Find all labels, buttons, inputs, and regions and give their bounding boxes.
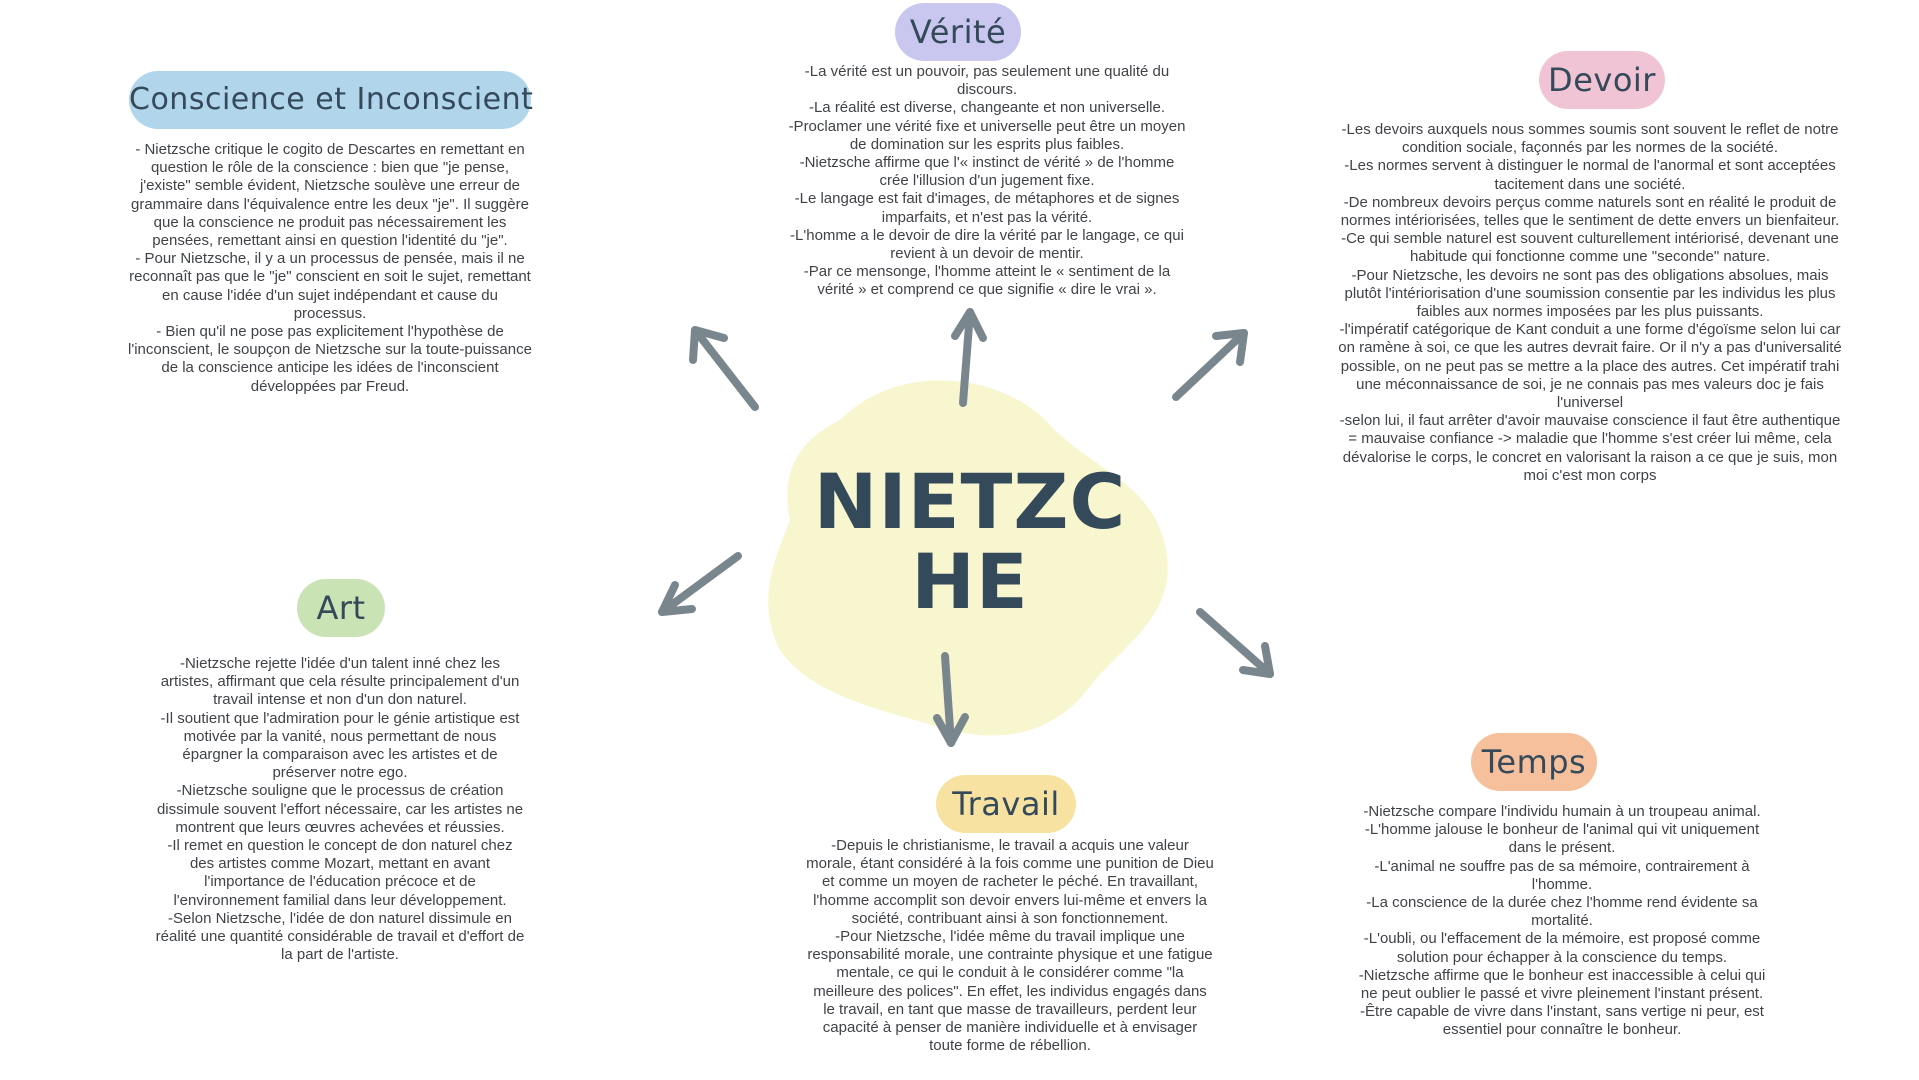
- text-line: responsabilité morale, une contrainte physique et une fatigue: [807, 946, 1213, 964]
- text-line: artistes, affirmant que cela résulte principalement d'un: [160, 673, 520, 691]
- arrow-to-conscience: [693, 330, 755, 407]
- text-line: montrent que leurs œuvres achevées et réussies.: [175, 818, 505, 836]
- text-line: -La vérité est un pouvoir, pas seulement une qualité du: [804, 63, 1170, 80]
- text-line: = mauvaise confiance -> maladie que l'homme s'est créer lui même, cela: [1348, 430, 1832, 448]
- text-line: toute forme de rébellion.: [929, 1037, 1091, 1055]
- title-art: Art: [316, 589, 366, 627]
- text-line: -La réalité est diverse, changeante et non universelle.: [808, 99, 1166, 117]
- text-line: l'inconscient, le soupçon de Nietzsche sur la toute-puissance: [128, 341, 532, 359]
- text-temps: [1332, 803, 1792, 1040]
- title-verite: Vérité: [909, 13, 1007, 51]
- text-line: question le rôle de la conscience : bien que "je pense,: [150, 159, 510, 177]
- text-line: une méconnaissance de soi, je ne connais pas mes valeurs doc je fais: [1356, 375, 1824, 393]
- pill-temps: [1471, 733, 1597, 791]
- text-line: -Pour Nietzsche, l'idée même du travail implique une: [835, 928, 1185, 946]
- text-line: développées par Freud.: [250, 377, 410, 395]
- text-line: morale, étant considéré à la fois comme une punition de Dieu: [806, 855, 1214, 873]
- text-line: l'universel: [1556, 394, 1624, 412]
- text-line: l'importance de l'éducation précoce et de: [204, 873, 476, 891]
- arrow-to-devoir: [1176, 333, 1244, 397]
- text-line: -Nietzsche compare l'individu humain à un troupeau animal.: [1363, 803, 1761, 820]
- text-line: -L'homme jalouse le bonheur de l'animal qui vit uniquement: [1364, 821, 1760, 839]
- text-line: plutôt l'intériorisation d'une soumission consentie par les individus les plus: [1344, 284, 1836, 302]
- pill-conscience: [129, 71, 534, 129]
- text-line: -Nietzsche rejette l'idée d'un talent inné chez les: [179, 655, 501, 672]
- title-devoir: Devoir: [1548, 61, 1656, 99]
- arrow-to-temps: [1200, 612, 1270, 674]
- text-conscience: [100, 141, 560, 396]
- title-temps: Temps: [1481, 743, 1587, 781]
- text-line: crée l'illusion d'un jugement fixe.: [879, 172, 1095, 190]
- text-line: ne peut oublier le passé et vivre pleinement l'instant présent.: [1360, 985, 1764, 1003]
- text-line: meilleure des polices". En effet, les individus engagés dans: [813, 982, 1207, 1000]
- pill-art: [297, 579, 385, 637]
- pill-devoir: [1539, 51, 1665, 109]
- text-line: capacité à penser de manière individuelle et à envisager: [822, 1019, 1198, 1037]
- text-line: -selon lui, il faut arrêter d'avoir mauvaise conscience il faut être authentique: [1339, 412, 1841, 430]
- text-line: tacitement dans une société.: [1494, 175, 1686, 193]
- title-conscience: Conscience et Inconscient: [129, 82, 534, 117]
- text-line: l'homme accomplit son devoir envers lui-même et envers la: [813, 891, 1207, 909]
- text-devoir: [1300, 121, 1880, 485]
- text-line: -Pour Nietzsche, les devoirs ne sont pas des obligations absolues, mais: [1351, 266, 1829, 284]
- text-travail: [780, 837, 1240, 1055]
- text-verite: [752, 63, 1222, 300]
- text-line: -l'impératif catégorique de Kant conduit a une forme d'égoïsme selon lui car: [1339, 321, 1841, 339]
- text-line: - Bien qu'il ne pose pas explicitement l'hypothèse de: [156, 323, 504, 341]
- text-line: moi c'est mon corps: [1523, 466, 1657, 484]
- center-title-line1: NIETZC: [813, 457, 1127, 546]
- text-line: -Les normes servent à distinguer le normal de l'anormal et sont acceptées: [1344, 157, 1836, 175]
- text-line: que la conscience ne produit pas nécessairement les: [153, 213, 507, 231]
- text-line: de domination sur les esprits plus faibles.: [849, 135, 1125, 153]
- text-line: le travail, en tant que masse de travailleurs, perdent leur: [823, 1000, 1197, 1018]
- text-line: grammaire dans l'équivalence entre les deux "je". Il suggère: [131, 195, 529, 213]
- text-line: vérité » et comprend ce que signifie « dire le vrai ».: [817, 281, 1157, 299]
- text-line: épargner la comparaison avec les artistes et de: [182, 746, 498, 764]
- text-art: [110, 655, 570, 964]
- text-line: -Ce qui semble naturel est souvent culturellement intériorisé, devenant une: [1341, 230, 1839, 248]
- text-line: imparfaits, et n'est pas la vérité.: [881, 208, 1093, 226]
- text-line: -Depuis le christianisme, le travail a acquis une valeur: [831, 837, 1189, 854]
- text-line: discours.: [956, 81, 1018, 99]
- text-line: mortalité.: [1531, 912, 1593, 930]
- title-travail: Travail: [952, 785, 1060, 823]
- text-line: -La conscience de la durée chez l'homme rend évidente sa: [1366, 894, 1758, 912]
- text-line: -L'oubli, ou l'effacement de la mémoire, est proposé comme: [1363, 930, 1761, 948]
- text-line: essentiel pour connaître le bonheur.: [1442, 1021, 1682, 1039]
- text-line: -Nietzsche souligne que le processus de création: [176, 782, 504, 800]
- text-line: pensées, remettant ainsi en question l'identité du "je".: [152, 232, 508, 250]
- text-line: -Selon Nietzsche, l'idée de don naturel dissimule en: [168, 909, 512, 927]
- text-line: condition sociale, façonnés par les normes de la société.: [1401, 139, 1779, 157]
- text-line: -L'animal ne souffre pas de sa mémoire, contrairement à: [1374, 857, 1750, 875]
- text-line: l'environnement familial dans leur développement.: [173, 891, 507, 909]
- text-line: -Il remet en question le concept de don naturel chez: [167, 837, 513, 855]
- text-line: solution pour échapper à la conscience du temps.: [1396, 948, 1728, 966]
- text-line: normes intériorisées, telles que le sentiment de dette envers un bienfaiteur.: [1340, 212, 1840, 230]
- text-line: -Le langage est fait d'images, de métaphores et de signes: [794, 190, 1180, 208]
- text-line: l'homme.: [1531, 875, 1593, 893]
- text-line: motivée par la vanité, nous permettant de nous: [183, 727, 497, 745]
- arrow-to-art: [662, 556, 738, 612]
- text-line: -L'homme a le devoir de dire la vérité par le langage, ce qui: [790, 226, 1184, 244]
- text-line: -De nombreux devoirs perçus comme naturels sont en réalité le produit de: [1343, 193, 1837, 211]
- text-line: possible, on ne peut pas se mettre a la place des autres. Cet impératif trahi: [1340, 357, 1840, 375]
- text-line: travail intense et non d'un don naturel.: [213, 691, 467, 709]
- text-line: réalité une quantité considérable de travail et d'effort de: [155, 928, 525, 946]
- text-line: dévalorise le corps, le concret en valorisant la raison a ce que je suis, mon: [1342, 448, 1838, 466]
- text-line: de la conscience anticipe les idées de l'inconscient: [161, 359, 499, 377]
- text-line: revient à un devoir de mentir.: [890, 245, 1084, 263]
- text-line: dissimule souvent l'effort nécessaire, car les artistes ne: [156, 800, 524, 818]
- center-title-line2: HE: [911, 537, 1029, 626]
- text-line: -Proclamer une vérité fixe et universelle peut être un moyen: [788, 117, 1186, 135]
- text-line: on ramène à soi, ce que les autres devrait faire. Or il n'y a pas d'universalité: [1338, 339, 1842, 357]
- text-line: -Nietzsche affirme que le bonheur est inaccessible à celui qui: [1358, 966, 1766, 984]
- text-line: la part de l'artiste.: [281, 946, 399, 964]
- text-line: en cause l'idée d'un sujet indépendant et cause du: [162, 286, 498, 304]
- text-line: -Il soutient que l'admiration pour le génie artistique est: [160, 709, 520, 727]
- pill-travail: [936, 775, 1076, 833]
- text-line: reconnaît pas que le "je" conscient en soit le sujet, remettant: [129, 268, 531, 286]
- text-line: j'existe" semble évident, Nietzsche soulève une erreur de: [139, 177, 521, 195]
- text-line: - Pour Nietzsche, il y a un processus de pensée, mais il ne: [135, 250, 525, 268]
- text-line: processus.: [293, 304, 367, 322]
- text-line: -Nietzsche affirme que l'« instinct de vérité » de l'homme: [799, 154, 1175, 172]
- text-line: -Être capable de vivre dans l'instant, sans vertige ni peur, est: [1360, 1003, 1764, 1021]
- pill-verite: [895, 3, 1021, 61]
- text-line: préserver notre ego.: [272, 764, 408, 782]
- text-line: et comme un moyen de racheter le péché. En travaillant,: [821, 873, 1199, 891]
- text-line: faibles aux normes imposées par les plus puissants.: [1416, 303, 1764, 321]
- text-line: mentale, ce qui le conduit à le considérer comme "la: [836, 964, 1184, 982]
- text-line: des artistes comme Mozart, mettant en avant: [189, 855, 491, 873]
- text-line: -Par ce mensonge, l'homme atteint le « sentiment de la: [803, 263, 1171, 281]
- center-title: [775, 457, 1165, 626]
- text-line: habitude qui fonctionne comme une "seconde" nature.: [1409, 248, 1771, 266]
- text-line: -Les devoirs auxquels nous sommes soumis sont souvent le reflet de notre: [1341, 121, 1839, 138]
- text-line: - Nietzsche critique le cogito de Descartes en remettant en: [135, 141, 525, 158]
- text-line: société, contribuant ainsi à son fonctionnement.: [851, 909, 1169, 927]
- text-line: dans le présent.: [1508, 839, 1616, 857]
